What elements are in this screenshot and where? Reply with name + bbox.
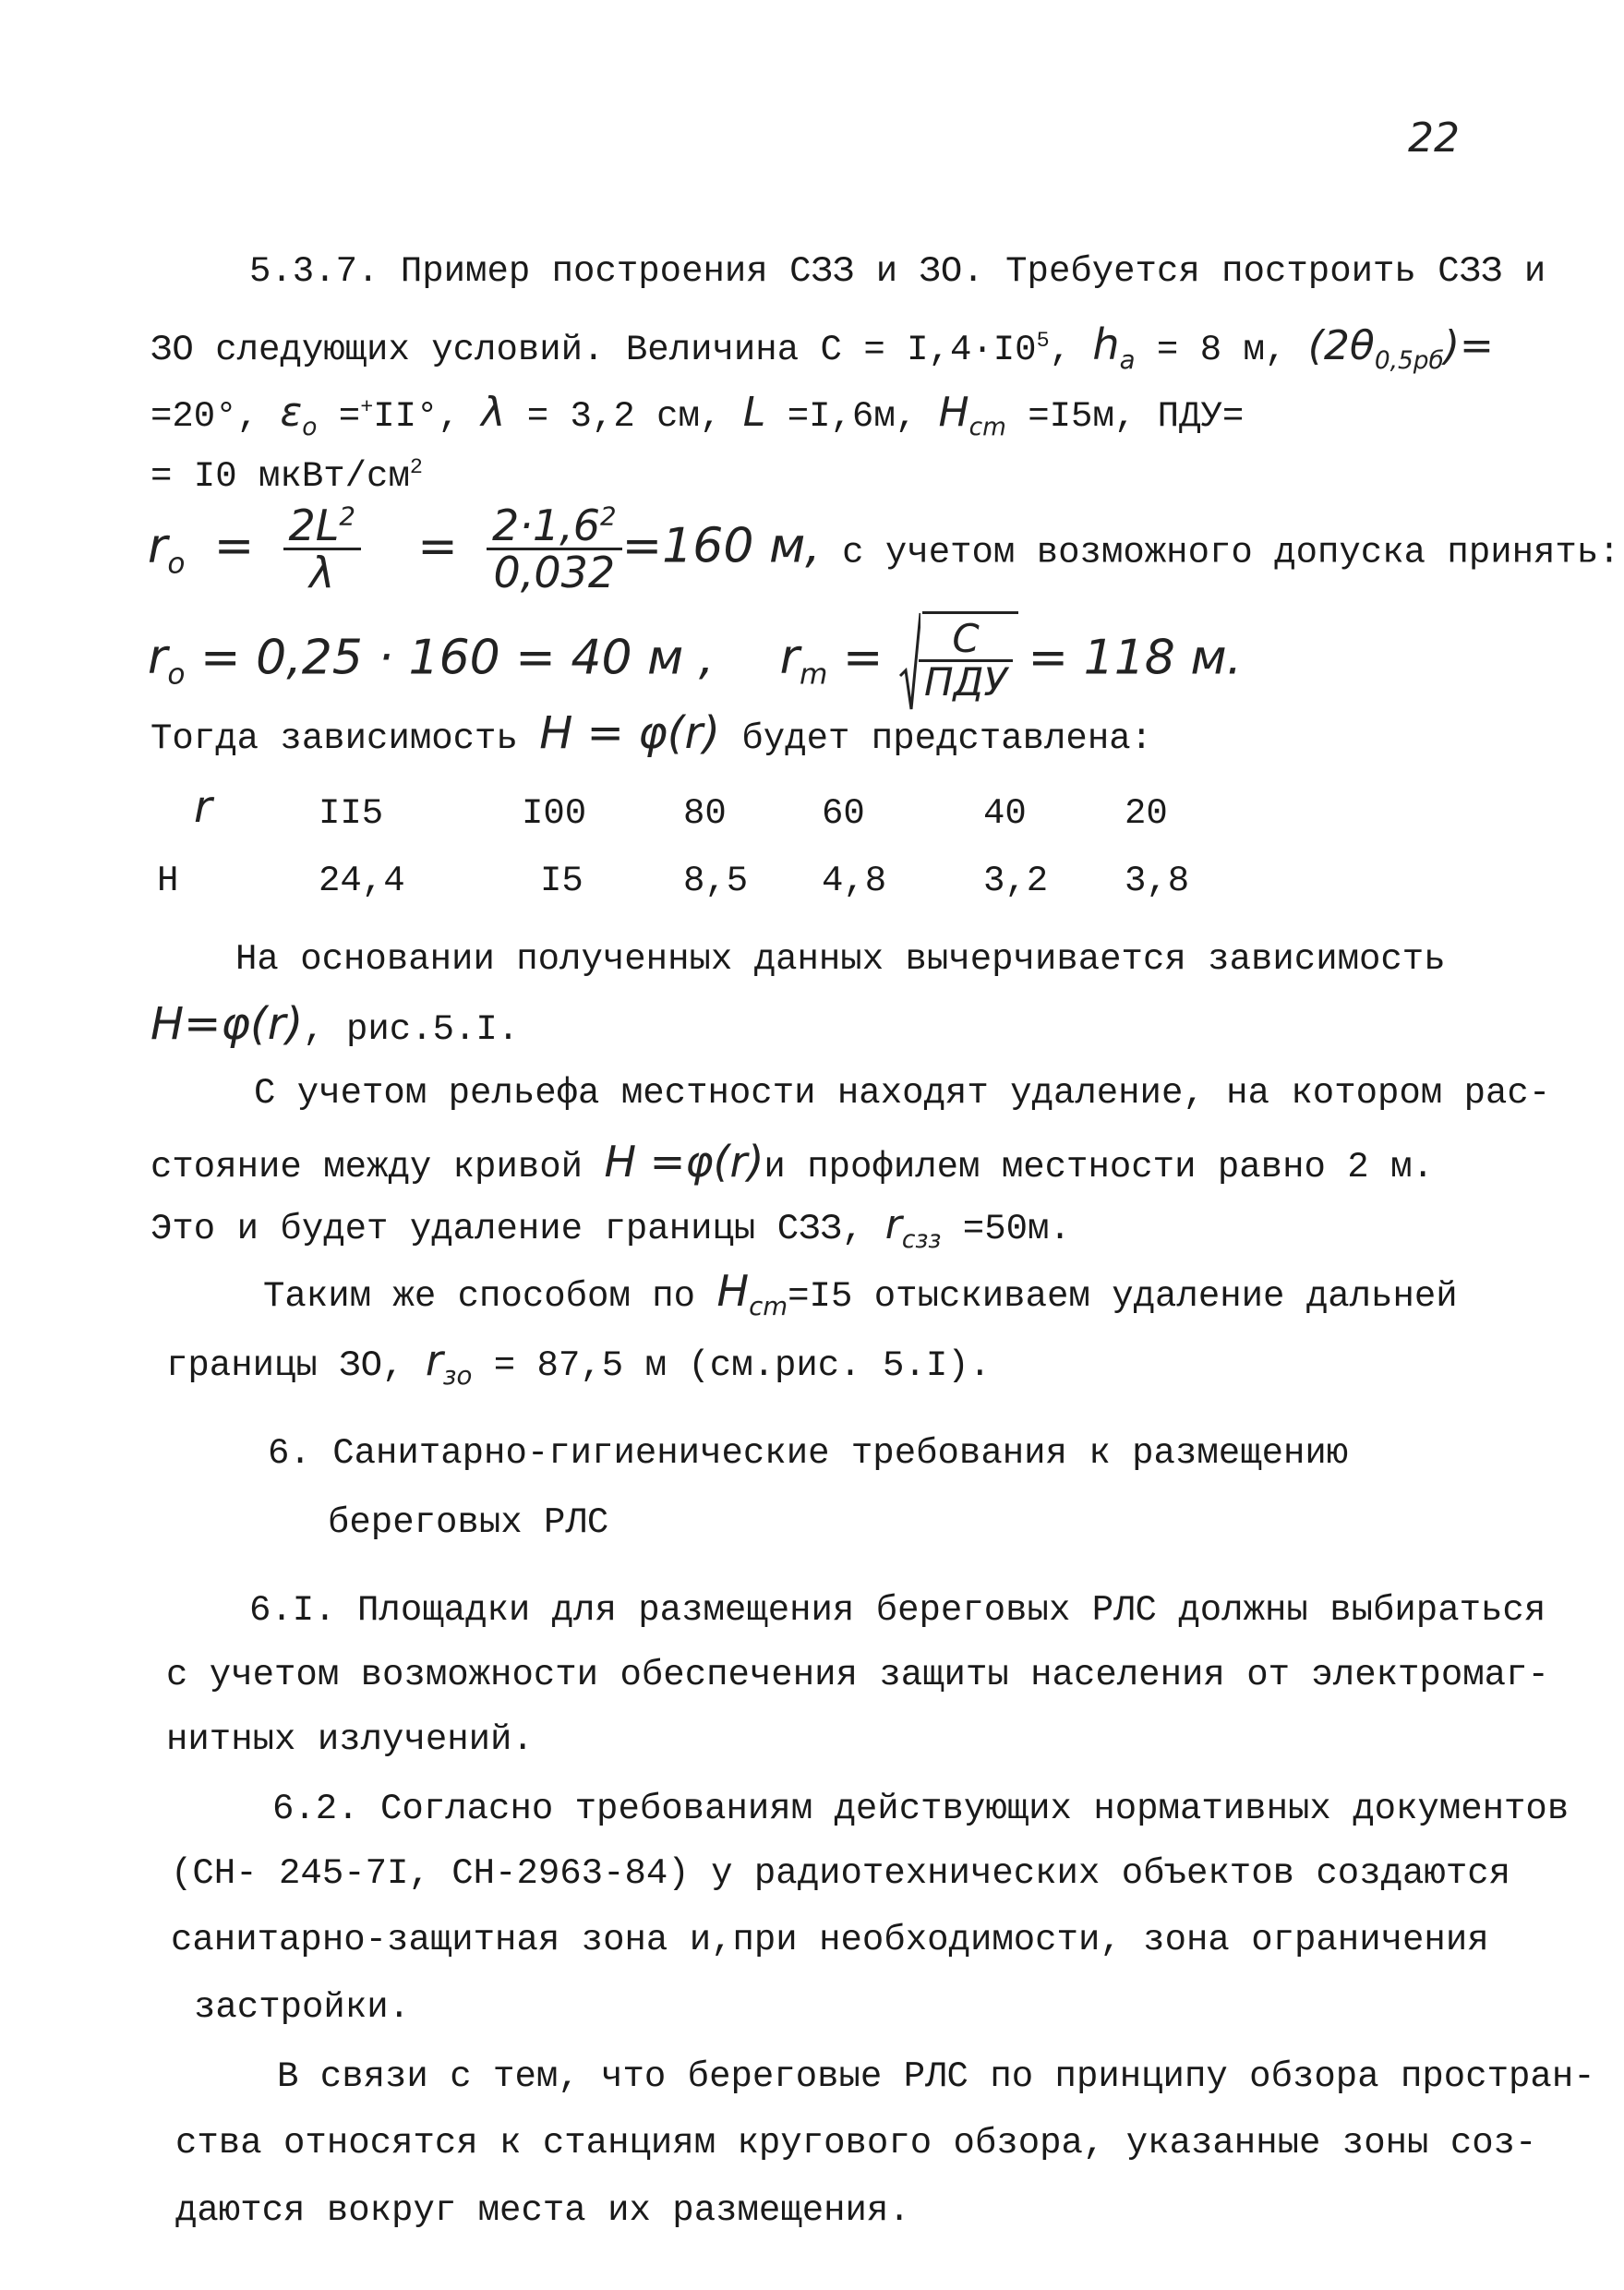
same-line2-b: = 87,5 м (см.рис. 5.I). — [472, 1345, 992, 1386]
formula1-num: 2L — [288, 500, 340, 550]
beam-close: )= — [1443, 322, 1494, 369]
section6-heading-line1: 6. Санитарно-гигиенические требования к размещению — [268, 1433, 1349, 1474]
h-a-sub: a — [1119, 344, 1136, 376]
relief-line3 — [150, 1201, 1071, 1254]
coastal-line1: В связи с тем, что береговые РЛС по принципу обзора простран- — [277, 2056, 1595, 2097]
table-r-cell: II5 — [319, 793, 384, 834]
H-cm-variable — [938, 389, 1006, 441]
formula1-denominator: λ — [309, 548, 335, 598]
h-a-var: h — [1092, 319, 1120, 369]
p537-line4 — [150, 456, 423, 497]
formula2-denominator: ПДУ — [924, 659, 1007, 705]
same-H-var: H — [716, 1266, 750, 1316]
beam-sub: 0,5рб — [1374, 345, 1444, 375]
p537-line3-b: = — [317, 396, 361, 437]
r-szz-sub: сзз — [901, 1224, 942, 1254]
p537-line4-exp: 2 — [409, 456, 423, 480]
sqrt-bar — [922, 611, 1018, 614]
relief-line3-b: =50м. — [941, 1209, 1071, 1249]
same-line1 — [263, 1266, 1458, 1322]
L-variable: L — [742, 389, 766, 436]
p537-line3-f: =I5м, ПДУ= — [1005, 396, 1245, 437]
table-r-cell: I00 — [522, 793, 587, 834]
formula2-rm — [779, 630, 828, 692]
then-formula: H = φ(r) — [539, 707, 720, 759]
same-line1-a: Таким же способом по — [263, 1276, 717, 1317]
formula1-fraction2 — [487, 500, 622, 598]
formula2-sqrt — [898, 616, 1013, 705]
sqrt-radical-icon — [898, 611, 920, 713]
formula1-numerator — [283, 500, 361, 550]
formula1-eq: = — [213, 518, 255, 574]
basis-line2 — [150, 998, 520, 1050]
r-szz-var: r — [884, 1201, 902, 1248]
p61-line2: с учетом возможности обеспечения защиты населения от электромаг- — [166, 1655, 1549, 1695]
table-r-cell: 20 — [1125, 793, 1168, 834]
formula2-lhs-var: r — [148, 630, 168, 686]
formula1-numerator2 — [487, 500, 622, 550]
epsilon-variable — [280, 389, 318, 441]
formula1-lhs-var: r — [148, 518, 168, 574]
table-H-cell: 3,8 — [1125, 861, 1190, 901]
relief-line2-a: стояние между кривой — [150, 1147, 605, 1187]
then-text: Тогда зависимость — [150, 718, 540, 759]
basis-line2-text: , рис.5.I. — [303, 1009, 520, 1050]
formula1-fraction — [283, 500, 361, 598]
formula1-eq2: = — [417, 518, 458, 574]
p537-line2-exp: 5 — [1036, 330, 1050, 354]
p62-line1: 6.2. Согласно требованиям действующих нормативных документов — [272, 1789, 1570, 1829]
table-H-cell: 24,4 — [319, 861, 405, 901]
p61-line3: нитных излучений. — [166, 1719, 534, 1760]
r-zo-var: r — [425, 1335, 443, 1385]
table-H-cell: 3,2 — [983, 861, 1049, 901]
table-r-cell: 40 — [983, 793, 1027, 834]
formula2-rm-sub: m — [799, 657, 828, 692]
p537-line3 — [150, 389, 1245, 441]
formula1-lhs — [148, 518, 186, 580]
formula2-lhs-sub: o — [167, 657, 186, 692]
basis-formula: H=φ(r) — [150, 998, 304, 1050]
beam-width-expression — [1307, 322, 1494, 375]
p62-line3: санитарно-защитная зона и,при необходимости, зона ограничения — [171, 1920, 1489, 1960]
relief-line2-b: и профилем местности равно 2 м. — [764, 1147, 1434, 1187]
r-zo-sub: зо — [442, 1360, 473, 1392]
p537-line3-a: =20°, — [150, 396, 281, 437]
formula-rm-line — [148, 616, 1243, 705]
p62-line2: (СН- 245-7I, СН-2963-84) у радиотехнических объектов создаются — [171, 1853, 1511, 1894]
H-cm-variable-2 — [716, 1266, 788, 1322]
p537-line3-d: = 3,2 см, — [505, 396, 743, 437]
formula1-num-exp: 2 — [339, 500, 355, 532]
table-H-cell: I5 — [540, 861, 583, 901]
table-H-cell: 4,8 — [822, 861, 887, 901]
table-H-cell: 8,5 — [683, 861, 749, 901]
formula1-denominator2: 0,032 — [493, 548, 616, 598]
table-r-label: r — [194, 781, 212, 833]
table-r-cell: 60 — [822, 793, 865, 834]
p537-line2-a: ЗО следующих условий. Величина С = I,4·I0 — [150, 330, 1037, 370]
h-a-variable — [1092, 319, 1136, 376]
formula2-lhs — [148, 630, 186, 692]
formula1-num2: 2·1,6 — [491, 500, 601, 550]
section6-heading-line2: береговых РЛС — [328, 1502, 609, 1543]
formula1-num2-exp: 2 — [600, 500, 617, 532]
p537-line2-c: = 8 м, — [1135, 330, 1308, 370]
formula2-rm-var: r — [779, 630, 800, 686]
formula2-numerator: C — [919, 619, 1013, 662]
H-sub: cm — [968, 412, 1006, 441]
p62-line4: застройки. — [194, 1987, 411, 2028]
coastal-line3: даются вокруг места их размещения. — [175, 2190, 910, 2231]
then-line — [150, 707, 1153, 759]
then-text2: будет представлена: — [719, 718, 1153, 759]
table-H-label: Н — [157, 861, 179, 901]
same-H-sub: cm — [749, 1291, 788, 1322]
p537-line2 — [150, 319, 1494, 376]
p537-line3-c: II°, — [373, 396, 482, 437]
formula2-fraction — [919, 616, 1013, 705]
formula2-result: = 118 м. — [1013, 630, 1243, 686]
formula1-text: с учетом возможного допуска принять: — [820, 532, 1620, 573]
same-line1-b: =I5 отыскиваем удаление дальней — [788, 1276, 1458, 1317]
page-number: 22 — [1408, 114, 1460, 162]
same-line2 — [166, 1335, 992, 1392]
relief-line3-a: Это и будет удаление границы СЗЗ, — [150, 1209, 885, 1249]
formula1-lhs-sub: o — [167, 546, 186, 580]
same-line2-a: границы ЗО, — [166, 1345, 426, 1386]
p537-line3-sign: + — [360, 396, 374, 420]
p537-line4-a: = I0 мкВт/см — [150, 456, 410, 497]
beam-expr: (2θ — [1307, 322, 1375, 369]
eps-sub: o — [302, 412, 318, 441]
r-zo-variable — [425, 1335, 473, 1392]
basis-line1: На основании полученных данных вычерчивается зависимость — [235, 939, 1446, 980]
formula2-eq: = — [827, 630, 898, 686]
p537-line2-b: , — [1049, 330, 1093, 370]
table-r-cell: 80 — [683, 793, 727, 834]
p537-line3-e: =I,6м, — [765, 396, 939, 437]
formula1-result: =160 м, — [621, 518, 821, 574]
relief-line1: С учетом рельефа местности находят удаление, на котором рас- — [254, 1073, 1551, 1114]
H-var: H — [938, 389, 969, 436]
p61-line1: 6.I. Площадки для размещения береговых РЛС должны выбираться — [249, 1590, 1546, 1631]
coastal-line2: ства относятся к станциям кругового обзора, указанные зоны соз- — [175, 2123, 1537, 2163]
lambda-variable: λ — [481, 389, 506, 436]
formula2-expr: = 0,25 · 160 = 40 м , — [185, 630, 715, 686]
relief-formula: H =φ(r) — [604, 1137, 764, 1187]
eps-var: ε — [280, 389, 303, 436]
r-szz-variable — [884, 1201, 942, 1254]
p537-line1: 5.3.7. Пример построения СЗЗ и ЗО. Требуется построить СЗЗ и — [249, 251, 1546, 292]
relief-line2 — [150, 1137, 1434, 1187]
formula-r0-line — [148, 500, 1620, 598]
